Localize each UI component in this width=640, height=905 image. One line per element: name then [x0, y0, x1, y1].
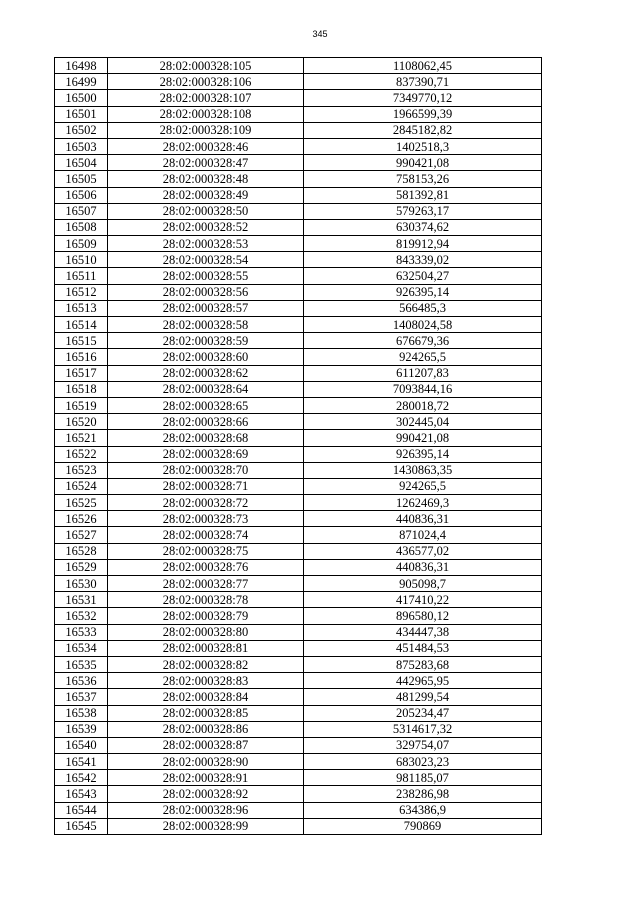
row-number-cell: 16527 [55, 527, 108, 543]
table-row [55, 58, 542, 74]
cadastral-number-cell: 28:02:000328:70 [108, 462, 304, 478]
cadastral-value-cell: 7349770,12 [304, 90, 542, 106]
cadastral-number-cell: 28:02:000328:91 [108, 770, 304, 786]
cadastral-value-cell: 417410,22 [304, 592, 542, 608]
table-row [55, 90, 542, 106]
row-number-cell: 16519 [55, 397, 108, 413]
table-row [55, 608, 542, 624]
row-number-cell: 16512 [55, 284, 108, 300]
row-number-cell: 16531 [55, 592, 108, 608]
cadastral-value-cell: 1408024,58 [304, 317, 542, 333]
cadastral-value-cell: 451484,53 [304, 640, 542, 656]
table-row [55, 737, 542, 753]
cadastral-number-cell: 28:02:000328:99 [108, 818, 304, 834]
row-number-cell: 16528 [55, 543, 108, 559]
table-row [55, 333, 542, 349]
row-number-cell: 16526 [55, 511, 108, 527]
cadastral-number-cell: 28:02:000328:53 [108, 236, 304, 252]
table-row [55, 802, 542, 818]
row-number-cell: 16518 [55, 381, 108, 397]
cadastral-value-cell: 924265,5 [304, 478, 542, 494]
row-number-cell: 16503 [55, 138, 108, 154]
cadastral-number-cell: 28:02:000328:71 [108, 478, 304, 494]
table-row [55, 592, 542, 608]
table-row [55, 317, 542, 333]
cadastral-value-cell: 676679,36 [304, 333, 542, 349]
cadastral-value-cell: 611207,83 [304, 365, 542, 381]
table-row [55, 770, 542, 786]
cadastral-number-cell: 28:02:000328:62 [108, 365, 304, 381]
cadastral-number-cell: 28:02:000328:66 [108, 414, 304, 430]
cadastral-value-cell: 634386,9 [304, 802, 542, 818]
cadastral-number-cell: 28:02:000328:50 [108, 203, 304, 219]
cadastral-number-cell: 28:02:000328:85 [108, 705, 304, 721]
table-row [55, 640, 542, 656]
cadastral-value-cell: 440836,31 [304, 511, 542, 527]
cadastral-value-cell: 630374,62 [304, 219, 542, 235]
cadastral-value-cell: 1402518,3 [304, 138, 542, 154]
table-row [55, 656, 542, 672]
cadastral-number-cell: 28:02:000328:96 [108, 802, 304, 818]
table-row [55, 397, 542, 413]
row-number-cell: 16499 [55, 74, 108, 90]
cadastral-value-cell: 926395,14 [304, 446, 542, 462]
table-row [55, 171, 542, 187]
cadastral-number-cell: 28:02:000328:74 [108, 527, 304, 543]
cadastral-number-cell: 28:02:000328:54 [108, 252, 304, 268]
row-number-cell: 16501 [55, 106, 108, 122]
table-row [55, 559, 542, 575]
row-number-cell: 16522 [55, 446, 108, 462]
cadastral-number-cell: 28:02:000328:81 [108, 640, 304, 656]
cadastral-number-cell: 28:02:000328:83 [108, 673, 304, 689]
table-row [55, 74, 542, 90]
row-number-cell: 16504 [55, 155, 108, 171]
table-row [55, 721, 542, 737]
table-row [55, 624, 542, 640]
cadastral-number-cell: 28:02:000328:47 [108, 155, 304, 171]
table-row [55, 495, 542, 511]
row-number-cell: 16514 [55, 317, 108, 333]
cadastral-number-cell: 28:02:000328:46 [108, 138, 304, 154]
cadastral-value-cell: 280018,72 [304, 397, 542, 413]
row-number-cell: 16524 [55, 478, 108, 494]
table-row [55, 268, 542, 284]
table-row [55, 300, 542, 316]
cadastral-value-cell: 843339,02 [304, 252, 542, 268]
cadastral-number-cell: 28:02:000328:90 [108, 754, 304, 770]
cadastral-value-cell: 1966599,39 [304, 106, 542, 122]
row-number-cell: 16513 [55, 300, 108, 316]
row-number-cell: 16533 [55, 624, 108, 640]
cadastral-value-cell: 434447,38 [304, 624, 542, 640]
table-row [55, 122, 542, 138]
table-row [55, 689, 542, 705]
cadastral-value-cell: 990421,08 [304, 155, 542, 171]
cadastral-number-cell: 28:02:000328:60 [108, 349, 304, 365]
table-row [55, 155, 542, 171]
table-row [55, 187, 542, 203]
row-number-cell: 16534 [55, 640, 108, 656]
cadastral-value-cell: 990421,08 [304, 430, 542, 446]
row-number-cell: 16529 [55, 559, 108, 575]
cadastral-value-cell: 790869 [304, 818, 542, 834]
table-row [55, 786, 542, 802]
cadastral-value-cell: 1108062,45 [304, 58, 542, 74]
table-row [55, 203, 542, 219]
row-number-cell: 16505 [55, 171, 108, 187]
cadastral-value-table [54, 57, 542, 835]
cadastral-value-cell: 481299,54 [304, 689, 542, 705]
cadastral-number-cell: 28:02:000328:82 [108, 656, 304, 672]
row-number-cell: 16540 [55, 737, 108, 753]
cadastral-value-cell: 683023,23 [304, 754, 542, 770]
row-number-cell: 16506 [55, 187, 108, 203]
table-row [55, 219, 542, 235]
row-number-cell: 16523 [55, 462, 108, 478]
table-row [55, 511, 542, 527]
cadastral-number-cell: 28:02:000328:68 [108, 430, 304, 446]
table-row [55, 414, 542, 430]
cadastral-value-cell: 205234,47 [304, 705, 542, 721]
table-row [55, 284, 542, 300]
table-row [55, 430, 542, 446]
cadastral-number-cell: 28:02:000328:56 [108, 284, 304, 300]
table-body [55, 58, 542, 835]
table-row [55, 236, 542, 252]
row-number-cell: 16500 [55, 90, 108, 106]
cadastral-value-cell: 302445,04 [304, 414, 542, 430]
cadastral-value-cell: 436577,02 [304, 543, 542, 559]
cadastral-number-cell: 28:02:000328:78 [108, 592, 304, 608]
cadastral-value-cell: 238286,98 [304, 786, 542, 802]
cadastral-number-cell: 28:02:000328:59 [108, 333, 304, 349]
cadastral-value-cell: 905098,7 [304, 576, 542, 592]
cadastral-value-cell: 579263,17 [304, 203, 542, 219]
cadastral-number-cell: 28:02:000328:52 [108, 219, 304, 235]
cadastral-number-cell: 28:02:000328:48 [108, 171, 304, 187]
row-number-cell: 16530 [55, 576, 108, 592]
row-number-cell: 16516 [55, 349, 108, 365]
cadastral-value-cell: 896580,12 [304, 608, 542, 624]
row-number-cell: 16502 [55, 122, 108, 138]
table-row [55, 478, 542, 494]
row-number-cell: 16525 [55, 495, 108, 511]
cadastral-number-cell: 28:02:000328:80 [108, 624, 304, 640]
cadastral-number-cell: 28:02:000328:77 [108, 576, 304, 592]
cadastral-number-cell: 28:02:000328:75 [108, 543, 304, 559]
cadastral-value-cell: 875283,68 [304, 656, 542, 672]
row-number-cell: 16539 [55, 721, 108, 737]
cadastral-value-cell: 632504,27 [304, 268, 542, 284]
cadastral-value-cell: 926395,14 [304, 284, 542, 300]
cadastral-value-cell: 440836,31 [304, 559, 542, 575]
cadastral-value-cell: 981185,07 [304, 770, 542, 786]
table-row [55, 252, 542, 268]
cadastral-number-cell: 28:02:000328:105 [108, 58, 304, 74]
cadastral-number-cell: 28:02:000328:72 [108, 495, 304, 511]
cadastral-number-cell: 28:02:000328:106 [108, 74, 304, 90]
cadastral-number-cell: 28:02:000328:92 [108, 786, 304, 802]
row-number-cell: 16543 [55, 786, 108, 802]
cadastral-number-cell: 28:02:000328:55 [108, 268, 304, 284]
page-number: 345 [312, 29, 328, 39]
table-row [55, 349, 542, 365]
row-number-cell: 16507 [55, 203, 108, 219]
cadastral-value-cell: 1430863,35 [304, 462, 542, 478]
row-number-cell: 16541 [55, 754, 108, 770]
cadastral-number-cell: 28:02:000328:65 [108, 397, 304, 413]
row-number-cell: 16544 [55, 802, 108, 818]
cadastral-value-cell: 837390,71 [304, 74, 542, 90]
row-number-cell: 16521 [55, 430, 108, 446]
cadastral-number-cell: 28:02:000328:57 [108, 300, 304, 316]
cadastral-value-cell: 7093844,16 [304, 381, 542, 397]
table-row [55, 576, 542, 592]
cadastral-number-cell: 28:02:000328:87 [108, 737, 304, 753]
cadastral-value-cell: 819912,94 [304, 236, 542, 252]
cadastral-number-cell: 28:02:000328:69 [108, 446, 304, 462]
row-number-cell: 16515 [55, 333, 108, 349]
cadastral-value-cell: 442965,95 [304, 673, 542, 689]
row-number-cell: 16508 [55, 219, 108, 235]
row-number-cell: 16509 [55, 236, 108, 252]
row-number-cell: 16536 [55, 673, 108, 689]
table-row [55, 381, 542, 397]
row-number-cell: 16538 [55, 705, 108, 721]
row-number-cell: 16517 [55, 365, 108, 381]
cadastral-value-cell: 924265,5 [304, 349, 542, 365]
cadastral-value-cell: 758153,26 [304, 171, 542, 187]
row-number-cell: 16545 [55, 818, 108, 834]
row-number-cell: 16520 [55, 414, 108, 430]
cadastral-value-cell: 2845182,82 [304, 122, 542, 138]
row-number-cell: 16535 [55, 656, 108, 672]
cadastral-value-cell: 581392,81 [304, 187, 542, 203]
row-number-cell: 16498 [55, 58, 108, 74]
cadastral-number-cell: 28:02:000328:79 [108, 608, 304, 624]
cadastral-number-cell: 28:02:000328:64 [108, 381, 304, 397]
cadastral-number-cell: 28:02:000328:109 [108, 122, 304, 138]
table-row [55, 446, 542, 462]
table-row [55, 754, 542, 770]
cadastral-number-cell: 28:02:000328:76 [108, 559, 304, 575]
row-number-cell: 16511 [55, 268, 108, 284]
cadastral-value-cell: 566485,3 [304, 300, 542, 316]
cadastral-value-cell: 5314617,32 [304, 721, 542, 737]
cadastral-number-cell: 28:02:000328:58 [108, 317, 304, 333]
cadastral-number-cell: 28:02:000328:108 [108, 106, 304, 122]
table-row [55, 673, 542, 689]
cadastral-value-cell: 871024,4 [304, 527, 542, 543]
table-row [55, 705, 542, 721]
table-row [55, 462, 542, 478]
table-row [55, 543, 542, 559]
cadastral-number-cell: 28:02:000328:49 [108, 187, 304, 203]
cadastral-number-cell: 28:02:000328:107 [108, 90, 304, 106]
cadastral-number-cell: 28:02:000328:86 [108, 721, 304, 737]
cadastral-number-cell: 28:02:000328:73 [108, 511, 304, 527]
row-number-cell: 16537 [55, 689, 108, 705]
table-row [55, 818, 542, 834]
row-number-cell: 16542 [55, 770, 108, 786]
row-number-cell: 16532 [55, 608, 108, 624]
row-number-cell: 16510 [55, 252, 108, 268]
table-row [55, 138, 542, 154]
table-row [55, 365, 542, 381]
cadastral-number-cell: 28:02:000328:84 [108, 689, 304, 705]
table-row [55, 527, 542, 543]
cadastral-value-cell: 1262469,3 [304, 495, 542, 511]
cadastral-value-cell: 329754,07 [304, 737, 542, 753]
table-row [55, 106, 542, 122]
